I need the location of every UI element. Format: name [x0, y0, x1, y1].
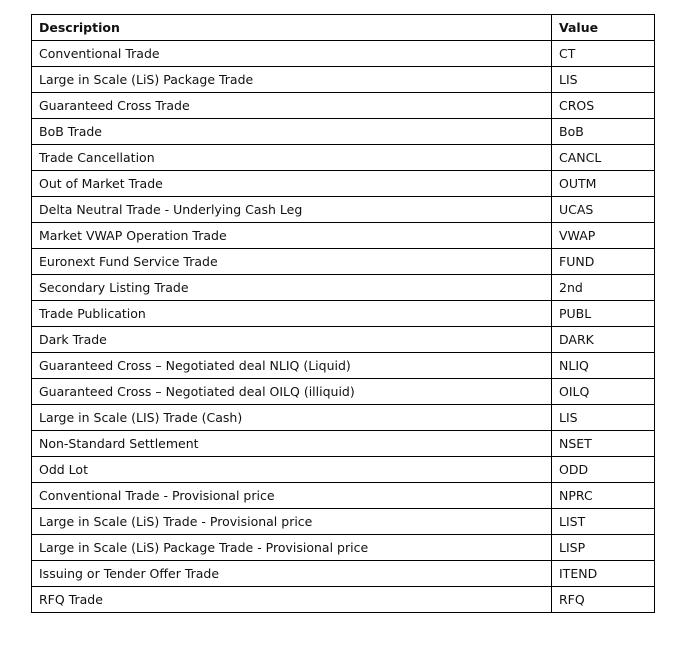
- value-cell: ITEND: [552, 561, 655, 587]
- value-cell: DARK: [552, 327, 655, 353]
- document-page: [31, 14, 655, 613]
- table-row: [32, 587, 655, 613]
- value-cell: 2nd: [552, 275, 655, 301]
- description-cell: Odd Lot: [32, 457, 552, 483]
- value-cell: NLIQ: [552, 353, 655, 379]
- description-cell: Large in Scale (LiS) Package Trade - Provisional price: [32, 535, 552, 561]
- value-cell: LIST: [552, 509, 655, 535]
- description-cell: Euronext Fund Service Trade: [32, 249, 552, 275]
- table-row: [32, 249, 655, 275]
- table-row: [32, 171, 655, 197]
- table-row: [32, 483, 655, 509]
- value-cell: CROS: [552, 93, 655, 119]
- table-body: [32, 41, 655, 613]
- value-cell: UCAS: [552, 197, 655, 223]
- description-cell: BoB Trade: [32, 119, 552, 145]
- description-cell: Large in Scale (LiS) Trade - Provisional price: [32, 509, 552, 535]
- description-cell: Conventional Trade - Provisional price: [32, 483, 552, 509]
- value-cell: LIS: [552, 67, 655, 93]
- trade-type-table: [31, 14, 655, 613]
- description-cell: Guaranteed Cross Trade: [32, 93, 552, 119]
- description-cell: Market VWAP Operation Trade: [32, 223, 552, 249]
- description-cell: Out of Market Trade: [32, 171, 552, 197]
- value-cell: LIS: [552, 405, 655, 431]
- table-row: [32, 223, 655, 249]
- table-row: [32, 41, 655, 67]
- description-cell: Non-Standard Settlement: [32, 431, 552, 457]
- value-cell: VWAP: [552, 223, 655, 249]
- description-cell: Dark Trade: [32, 327, 552, 353]
- table-row: [32, 197, 655, 223]
- description-cell: Delta Neutral Trade - Underlying Cash Leg: [32, 197, 552, 223]
- table-row: [32, 93, 655, 119]
- description-cell: RFQ Trade: [32, 587, 552, 613]
- table-row: [32, 275, 655, 301]
- value-cell: ODD: [552, 457, 655, 483]
- table-row: [32, 327, 655, 353]
- description-column-header: Description: [32, 15, 552, 41]
- table-row: [32, 561, 655, 587]
- description-cell: Trade Publication: [32, 301, 552, 327]
- description-cell: Large in Scale (LiS) Package Trade: [32, 67, 552, 93]
- table-row: [32, 535, 655, 561]
- table-row: [32, 509, 655, 535]
- table-row: [32, 405, 655, 431]
- description-cell: Large in Scale (LIS) Trade (Cash): [32, 405, 552, 431]
- value-column-header: Value: [552, 15, 655, 41]
- description-cell: Guaranteed Cross – Negotiated deal NLIQ (Liquid): [32, 353, 552, 379]
- table-row: [32, 119, 655, 145]
- value-cell: OUTM: [552, 171, 655, 197]
- table-row: [32, 145, 655, 171]
- value-cell: BoB: [552, 119, 655, 145]
- value-cell: RFQ: [552, 587, 655, 613]
- description-cell: Issuing or Tender Offer Trade: [32, 561, 552, 587]
- value-cell: FUND: [552, 249, 655, 275]
- value-cell: PUBL: [552, 301, 655, 327]
- value-cell: NPRC: [552, 483, 655, 509]
- value-cell: NSET: [552, 431, 655, 457]
- value-cell: CANCL: [552, 145, 655, 171]
- value-cell: OILQ: [552, 379, 655, 405]
- table-row: [32, 301, 655, 327]
- value-cell: LISP: [552, 535, 655, 561]
- table-row: [32, 379, 655, 405]
- table-row: [32, 457, 655, 483]
- description-cell: Guaranteed Cross – Negotiated deal OILQ (illiquid): [32, 379, 552, 405]
- value-cell: CT: [552, 41, 655, 67]
- table-row: [32, 67, 655, 93]
- table-row: [32, 353, 655, 379]
- description-cell: Conventional Trade: [32, 41, 552, 67]
- table-header-row: [32, 15, 655, 41]
- table-row: [32, 431, 655, 457]
- description-cell: Trade Cancellation: [32, 145, 552, 171]
- description-cell: Secondary Listing Trade: [32, 275, 552, 301]
